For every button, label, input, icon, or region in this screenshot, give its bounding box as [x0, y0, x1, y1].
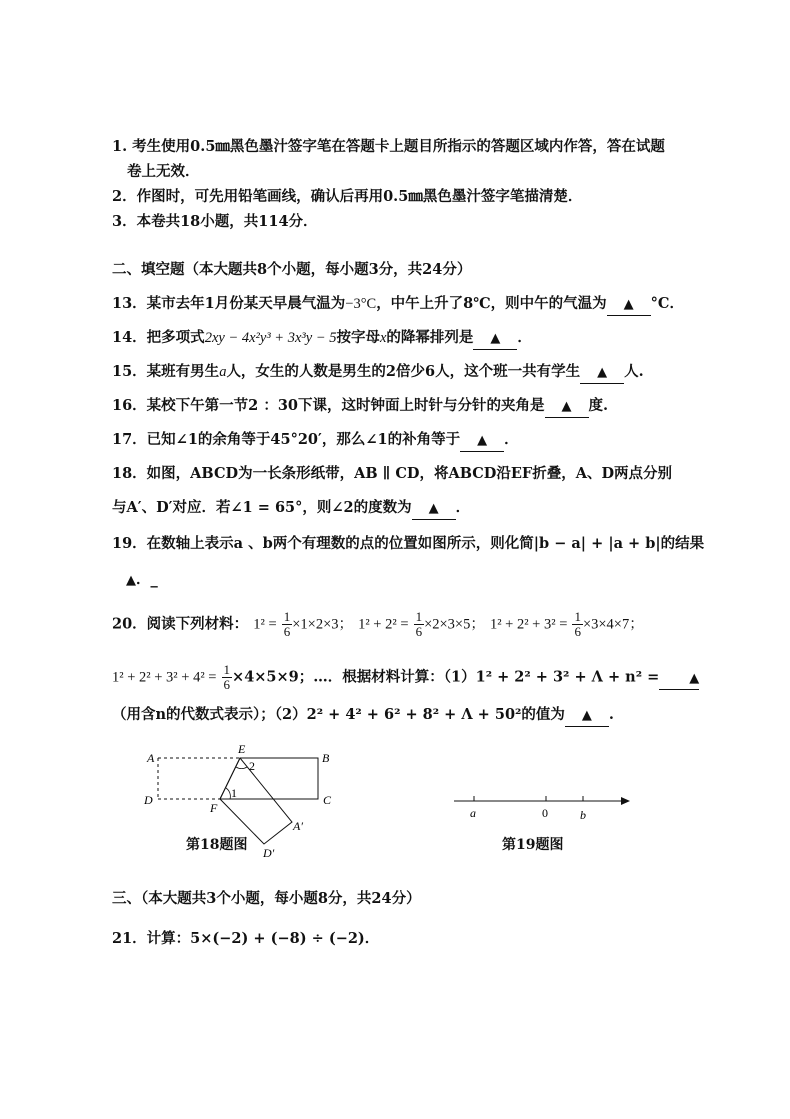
- q16-text: 16．某校下午第一节2 ：30下课，这时钟面上时针与分针的夹角是: [112, 397, 545, 414]
- label-f: F: [210, 801, 218, 815]
- q14-text-mid2: 的降幂排列是: [386, 329, 474, 346]
- q18-text-end: ．: [455, 499, 471, 516]
- question-21: 21．计算：5×(−2) + (−8) ÷ (−2)．: [112, 930, 380, 947]
- triangle-icon: ▲: [477, 433, 488, 448]
- fraction: [282, 610, 293, 639]
- q15-text: 15．某班有男生: [112, 363, 220, 380]
- angle-1-mark: [226, 788, 230, 799]
- fraction-numerator: 1: [223, 662, 231, 677]
- label-angle-2: 2: [249, 759, 255, 773]
- question-14: [112, 328, 532, 350]
- label-c: C: [323, 793, 332, 807]
- notice-1-cont: 卷上无效．: [127, 163, 200, 180]
- q17-answer-blank: [460, 430, 504, 452]
- q17-text: 17．已知∠1的余角等于45°20′，那么∠1的补角等于: [112, 431, 461, 448]
- q16-text-end: 度.: [588, 397, 609, 414]
- q14-var: x: [379, 330, 387, 346]
- fraction-numerator: 1: [415, 609, 423, 624]
- label-a: a: [470, 806, 476, 820]
- q20-answer-blank-1: [659, 668, 699, 690]
- fraction-denominator: 6: [283, 624, 291, 639]
- q13-text: 13．某市去年1月份某天早晨气温为: [112, 295, 346, 312]
- question-20-line2: [112, 663, 699, 692]
- q13-text-mid: ，中午上升了8℃，则中午的气温为: [376, 295, 607, 312]
- q20-eq3-rest: ×3×4×7；: [582, 616, 644, 633]
- number-line-arrow-icon: [621, 797, 630, 805]
- label-angle-1: 1: [231, 786, 237, 800]
- q15-var: a: [219, 364, 227, 380]
- label-d-prime: D′: [263, 846, 275, 860]
- q14-text-end: ．: [517, 329, 532, 346]
- q15-text-mid: 人，女生的人数是男生的2倍少6人，这个班一共有学生: [226, 363, 581, 380]
- fraction-denominator: 6: [574, 624, 581, 639]
- q14-text-mid: 按字母: [336, 329, 380, 346]
- notice-3: 3．本卷共18小题，共114分．: [112, 213, 318, 230]
- label-zero: 0: [542, 806, 548, 820]
- figure-19-caption: 第19题图: [502, 837, 564, 853]
- triangle-icon: ▲: [623, 297, 634, 312]
- fraction: [414, 610, 425, 639]
- question-18-line2: [112, 498, 470, 520]
- notice-1: 1. 考生使用0.5㎜黑色墨汁签字笔在答题卡上题目所指示的答题区域内作答，答在试题: [112, 138, 665, 155]
- q15-text-end: 人.: [624, 363, 644, 380]
- q17-text-end: ．: [504, 431, 519, 448]
- q20-eq2: 1² + 2² =: [358, 616, 409, 633]
- q14-expr: 2xy − 4x²y³ + 3x³y − 5: [204, 330, 337, 346]
- label-b: B: [322, 751, 330, 765]
- q19-text-end: ．_: [136, 571, 158, 588]
- question-13: [112, 294, 684, 316]
- q14-text: 14．把多项式: [112, 329, 205, 346]
- q20-eq3: 1² + 2² + 3² =: [489, 616, 568, 633]
- q20-text-end: .: [608, 706, 614, 723]
- question-18-line1: 18．如图，ABCD为一长条形纸带，AB ∥ CD，将ABCD沿EF折叠，A、D两点分别: [112, 465, 673, 482]
- triangle-icon: ▲: [597, 365, 608, 380]
- fraction: [222, 663, 233, 692]
- q20-eq1-rest: ×1×2×3；: [292, 616, 354, 633]
- q14-answer-blank: [473, 328, 517, 350]
- triangle-icon: ▲: [689, 670, 700, 686]
- triangle-icon: ▲: [581, 708, 592, 723]
- question-16: [112, 396, 608, 418]
- fraction: [572, 610, 583, 639]
- q15-answer-blank: [580, 362, 624, 384]
- triangle-icon: ▲: [490, 331, 501, 346]
- triangle-icon: ▲: [428, 501, 439, 516]
- fraction-denominator: 6: [415, 624, 423, 639]
- question-15: [112, 362, 644, 384]
- fraction-numerator: 1: [283, 609, 291, 624]
- q20-answer-blank-2: [565, 705, 609, 727]
- question-20-line3: [112, 705, 614, 727]
- notice-2: 2．作图时，可先用铅笔画线，确认后再用0.5㎜黑色墨汁签字笔描清楚．: [112, 188, 583, 205]
- label-e: E: [238, 742, 246, 756]
- triangle-icon: ▲: [561, 399, 572, 414]
- q16-answer-blank: [545, 396, 589, 418]
- q13-answer-blank: [607, 294, 651, 316]
- angle-2-mark: [236, 767, 247, 769]
- fraction-denominator: 6: [223, 677, 231, 692]
- q18-text: 与A′、D′对应．若∠1 = 65°，则∠2的度数为: [112, 499, 412, 516]
- label-a: A: [147, 751, 155, 765]
- label-a-prime: A′: [293, 819, 303, 833]
- q13-text-end: °C．: [650, 295, 684, 312]
- folded-part: [220, 758, 292, 844]
- q20-text: 20．阅读下列材料：: [112, 615, 249, 633]
- fraction-numerator: 1: [574, 609, 581, 624]
- q20-eq4-rest: ×4×5×9；…．根据材料计算：（1）1² + 2² + 3² + Λ + n² =: [232, 668, 660, 686]
- figure-19: [450, 785, 640, 825]
- question-17: [112, 430, 519, 452]
- question-19-line2: [126, 570, 158, 591]
- q20-eq1: 1² =: [253, 616, 277, 633]
- q13-expr: −3°C: [345, 296, 377, 312]
- figure-18-caption: 第18题图: [186, 837, 248, 853]
- section-3-title: 三、（本大题共3个小题，每小题8分，共24分）: [112, 890, 421, 907]
- q18-answer-blank: [412, 498, 456, 520]
- label-b: b: [580, 808, 586, 822]
- q20-eq4: 1² + 2² + 3² + 4² =: [112, 669, 217, 686]
- question-20-line1: [112, 610, 644, 639]
- q20-eq2-rest: ×2×3×5；: [424, 616, 485, 633]
- triangle-icon: ▲: [126, 573, 136, 588]
- section-2-title: 二、填空题（本大题共8个小题，每小题3分，共24分）: [112, 261, 472, 278]
- question-19-line1: 19．在数轴上表示a 、b两个有理数的点的位置如图所示，则化简|b − a| + |a + b|的结果: [112, 535, 705, 552]
- q20-text-line3: （用含n的代数式表示）；（2）2² + 4² + 6² + 8² + Λ + 50²的值为: [112, 706, 565, 723]
- label-d: D: [144, 793, 153, 807]
